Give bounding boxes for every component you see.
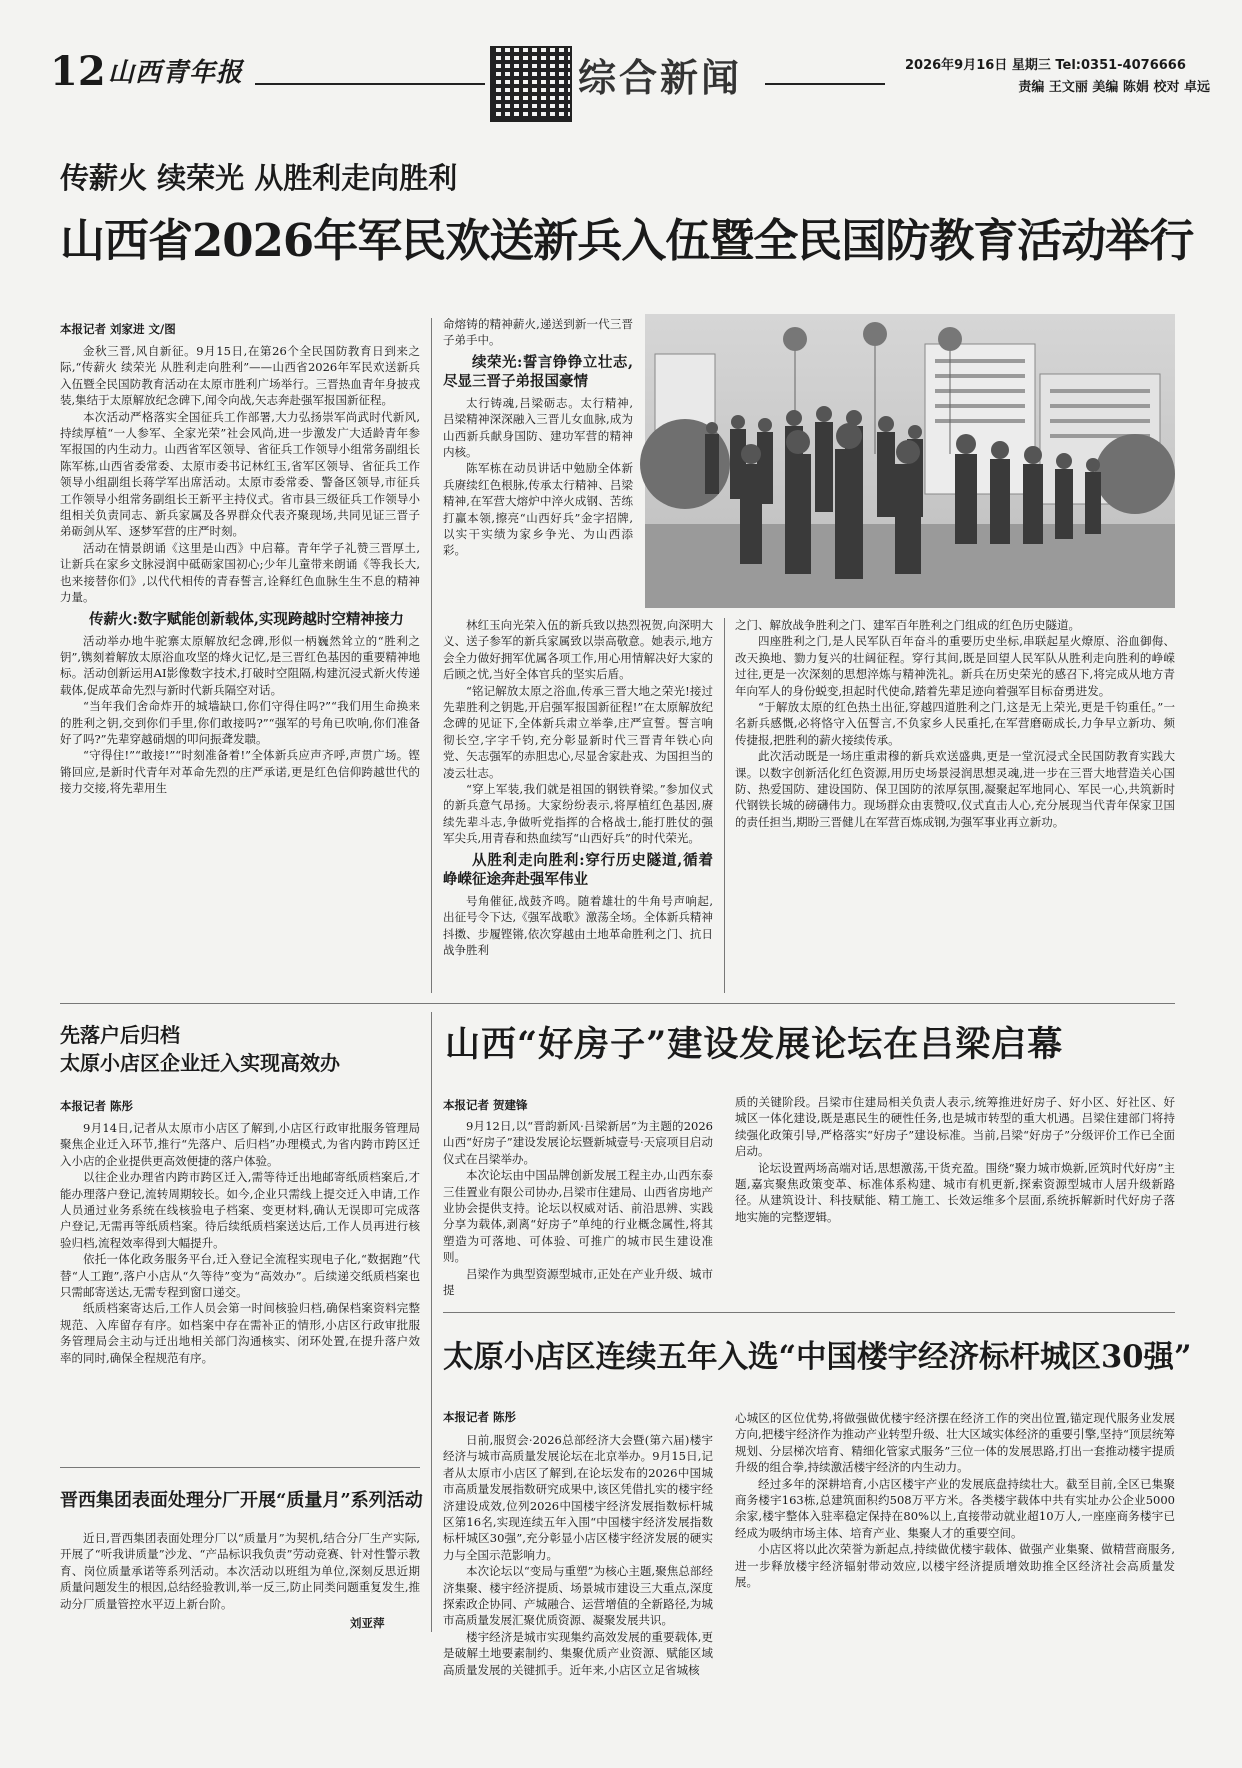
- parade-photo-icon: [645, 314, 1175, 608]
- story3-body: [60, 1530, 420, 1630]
- paragraph: 心城区的区位优势,将做强做优楼宇经济摆在经济工作的突出位置,锚定现代服务业发展方向,把楼宇经济作为推动产业转型升级、壮大区域实体经济的重要引擎,坚持“顶层统筹规划、分层梯次培育、精细化管家式服务”三位一体的发展思路,打出一套推动楼宇提质升级的组合拳,持续激活楼宇经济的内生动力。: [735, 1411, 1175, 1475]
- column-divider: [431, 1012, 432, 1632]
- story4-byline: 本报记者 贺建锋: [443, 1098, 528, 1112]
- paragraph: 陈军栋在动员讲话中勉励全体新兵赓续红色根脉,传承太行精神、吕梁精神,在军营大熔炉中淬火成钢、苦练打赢本领,擦亮“山西好兵”金字招牌,以实干实绩为家乡争光、为山西添彩。: [443, 461, 633, 558]
- paragraph: 日前,服贸会·2026总部经济大会暨(第六届)楼宇经济与城市高质量发展论坛在北京举办。9月15日,记者从太原市小店区了解到,在论坛发布的2026中国城市高质量发展指数研究成果中,该区凭借扎实的楼宇经济建设成效,位列2026中国楼宇经济发展指数标杆城区第16名,实现连续五年入围“中国楼宇经济发展指数标杆城区30强”,充分彰显小店区楼宇经济发展的硬实力与全国示范影响力。: [443, 1433, 713, 1562]
- paragraph: 之门、解放战争胜利之门、建军百年胜利之门组成的红色历史隧道。: [735, 618, 1080, 632]
- masthead-rule-right: [765, 83, 885, 85]
- paragraph: “穿上军装,我们就是祖国的钢铁脊梁。”参加仪式的新兵意气昂扬。大家纷纷表示,将厚植红色基因,赓续先辈斗志,争做听党指挥的合格战士,能打胜仗的强军尖兵,用青春和热血续写“山西好兵”的时代荣光。: [443, 782, 713, 846]
- paragraph: 纸质档案寄达后,工作人员会第一时间核验归档,确保档案资料完整规范、入库留存有序。如档案中存在需补正的情形,小店区行政审批服务管理局会主动与迁出地相关部门沟通核实、闭环处置,在提升落户效率的同时,确保全程规范有序。: [60, 1301, 420, 1365]
- paragraph: “于解放太原的红色热土出征,穿越四道胜利之门,这是无上荣光,更是千钧重任。”一名新兵感慨,必将恪守入伍誓言,不负家乡人民重托,在军营磨砺成长,力争早立新功、频传捷报,把胜利的薪火接续传承。: [735, 700, 1175, 747]
- column-divider: [431, 318, 432, 993]
- paragraph: 9月12日,以“晋韵新风·吕梁新居”为主题的2026山西“好房子”建设发展论坛暨新城壹号·天宸项目启动仪式在吕梁举办。: [443, 1119, 713, 1166]
- lead-column-2-top: [443, 316, 633, 613]
- story2-byline: 本报记者 陈彤: [60, 1099, 134, 1113]
- lead-byline: 本报记者 刘家进 文/图: [60, 322, 176, 336]
- paragraph: 林红玉向光荣入伍的新兵致以热烈祝贺,向深明大义、送子参军的新兵家属致以崇高敬意。她表示,地方会全力做好拥军优属各项工作,用心用情解决好大家的后顾之忧,当好全体官兵的坚实后盾。: [443, 618, 713, 682]
- story3-title: 晋西集团表面处理分厂开展“质量月”系列活动: [60, 1490, 423, 1511]
- paragraph: 经过多年的深耕培育,小店区楼宇产业的发展底盘持续壮大。截至目前,全区已集聚商务楼宇163栋,总建筑面积约508万平方米。各类楼宇载体中共有实址办公企业5000余家,楼宇整体入驻率稳定保持在80%以上,直接带动就业超10万人,一座座商务楼宇已经成为吸纳市场主体、培育产业、集聚人才的重要空间。: [735, 1476, 1175, 1540]
- story4-column-2: [735, 1094, 1175, 1299]
- lead-headline: 山西省2026年军民欢送新兵入伍暨全民国防教育活动举行: [60, 214, 1194, 267]
- story4-title: 山西“好房子”建设发展论坛在吕梁启幕: [445, 1024, 1064, 1065]
- story5-title: 太原小店区连续五年入选“中国楼宇经济标杆城区30强”: [443, 1339, 1192, 1375]
- paragraph: 四座胜利之门,是人民军队百年奋斗的重要历史坐标,串联起星火燎原、浴血御侮、改天换地、勠力复兴的壮阔征程。穿行其间,既是回望人民军队从胜利走向胜利的峥嵘过往,更是一次深刻的思想淬炼与精神洗礼。新兵在历史荣光的感召下,将完成从地方青年向军人的身份蜕变,担起时代使命,踏着先辈足迹向着强军目标奋勇进发。: [735, 634, 1175, 698]
- paragraph: 近日,晋西集团表面处理分厂以“质量月”为契机,结合分厂生产实际,开展了“听我讲质量”沙龙、“产品标识我负责”劳动竞赛、针对性警示教育、岗位质量承诺等系列活动。本次活动以班组为单位,深刻反思近期质量问题发生的根因,总结经验教训,举一反三,防止同类问题重复发生,推动分厂质量管控水平迈上新台阶。: [60, 1531, 420, 1611]
- story5-byline: 本报记者 陈彤: [443, 1410, 517, 1424]
- paragraph: 此次活动既是一场庄重肃穆的新兵欢送盛典,更是一堂沉浸式全民国防教育实践大课。以数字创新活化红色资源,用历史场景浸润思想灵魂,进一步在三晋大地营造关心国防、热爱国防、建设国防、保卫国防的浓厚氛围,凝聚起军地同心、军民一心,共筑新时代钢铁长城的磅礴伟力。现场群众由衷赞叹,仪式直击人心,充分展现当代青年保家卫国的责任担当,期盼三晋健儿在军营百炼成钢,为强军事业再立新功。: [735, 749, 1175, 829]
- editors-line: 责编 王文丽 美编 陈娟 校对 卓远: [1018, 80, 1210, 95]
- paragraph: 质的关键阶段。吕梁市住建局相关负责人表示,统筹推进好房子、好小区、好社区、好城区一体化建设,既是惠民生的硬性任务,也是城市转型的重大机遇。吕梁住建部门将持续强化政策引导,严格落实“好房子”建设标准。当前,吕梁“好房子”分级评价工作已全面启动。: [735, 1095, 1175, 1159]
- page-number: 12: [50, 48, 106, 95]
- paragraph: 太行铸魂,吕梁砺志。太行精神,吕梁精神深深融入三晋儿女血脉,成为山西新兵献身国防、建功军营的精神内核。: [443, 395, 633, 460]
- qr-code-icon: [490, 46, 572, 122]
- parade-photo: [645, 314, 1175, 608]
- lead-kicker: 传薪火 续荣光 从胜利走向胜利: [60, 161, 458, 195]
- story5-column-1: [443, 1432, 713, 1677]
- paragraph: 本次论坛由中国品牌创新发展工程主办,山西东泰三佳置业有限公司协办,吕梁市住建局、山西省房地产业协会提供支持。论坛以权威对话、前沿思辨、实践分享为载体,剥离“好房子”单纯的行业概念属性,将其塑造为可落地、可体验、可推广的城市民生建设准则。: [443, 1168, 713, 1265]
- paragraph: 以往企业办理省内跨市跨区迁入,需等待迁出地邮寄纸质档案后,才能办理落户登记,流转周期较长。如今,企业只需线上提交迁入申请,工作人员通过业务系统在线核验电子档案、变更材料,确认无误即可完成落户登记,无需再等纸质档案。待后续纸质档案送达后,工作人员再进行核验归档,流程效率得到大幅提升。: [60, 1170, 420, 1250]
- paragraph: 号角催征,战鼓齐鸣。随着雄壮的牛角号声响起,出征号令下达,《强军战歌》激荡全场。全体新兵精神抖擞、步履铿锵,依次穿越由土地革命胜利之门、抗日战争胜利: [443, 893, 713, 957]
- story-divider: [60, 1467, 420, 1468]
- paragraph: 9月14日,记者从太原市小店区了解到,小店区行政审批服务管理局聚焦企业迁入环节,推行“先落户、后归档”办理模式,为省内跨市跨区迁入小店的企业提供更高效便捷的落户体验。: [60, 1121, 420, 1168]
- paragraph: “守得住!”“敢接!”“时刻准备着!”全体新兵应声齐呼,声贯广场。铿锵回应,是新时代青年对革命先烈的庄严承诺,更是红色信仰跨越世代的接力交接,将先辈用生: [60, 748, 420, 796]
- masthead-rule-left: [255, 83, 485, 85]
- paragraph: 活动在情景朗诵《这里是山西》中启幕。青年学子礼赞三晋厚土,让新兵在家乡文脉浸润中砥砺家国初心;少年儿童带来朗诵《等我长大,也来接替你们》,以代代相传的青春誓言,诠释红色血脉生生不息的精神力量。: [60, 540, 420, 605]
- lead-column-2-bottom: [443, 617, 713, 993]
- paragraph: 本次活动严格落实全国征兵工作部署,大力弘扬崇军尚武时代新风,持续厚植“一人参军、全家光荣”社会风尚,进一步激发广大适龄青年参军报国的内生动力。山西省军区领导、省征兵工作领导小组常务副组长陈军栋,山西省委常委、太原市委书记林红玉,省军区领导、省征兵工作领导小组副组长蒋学军出席活动。太原市委常委、警备区领导,市征兵工作领导小组常务副组长王新平主持仪式。省市县三级征兵工作领导小组相关负责同志、新兵家属及各界群众代表齐聚现场,共同见证三晋子弟砺剑从军、逐梦军营的庄严时刻。: [60, 409, 420, 539]
- subhead: 续荣光:誓言铮铮立壮志,尽显三晋子弟报国豪情: [443, 353, 633, 390]
- story4-column-1: [443, 1118, 713, 1298]
- story2-body: [60, 1120, 420, 1455]
- column-divider: [724, 618, 725, 993]
- lead-column-1: [60, 343, 420, 993]
- paragraph: 金秋三晋,风自新征。9月15日,在第26个全民国防教育日到来之际,“传薪火 续荣光 从胜利走向胜利”——山西省2026年军民欢送新兵入伍暨全民国防教育活动在太原市胜利广场举行。三晋热血青年身披戎装,集结于太原解放纪念碑下,闻令向战,矢志奔赴强军报国新征程。: [60, 344, 420, 408]
- paragraph: 楼宇经济是城市实现集约高效发展的重要载体,更是破解土地要素制约、集聚优质产业资源、赋能区域高质量发展的关键抓手。近年来,小店区立足省城核: [443, 1629, 713, 1677]
- section-title: 综合新闻: [578, 55, 743, 100]
- story5-column-2: [735, 1410, 1175, 1635]
- paragraph: 活动举办地牛驼寨太原解放纪念碑,形似一柄巍然耸立的“胜利之钥”,镌刻着解放太原浴血攻坚的烽火记忆,是三晋红色基因的重要精神地标。活动创新运用AI影像数字技术,打破时空阻隔,构建沉浸式新火传递载体,促成革命先烈与新时代新兵隔空对话。: [60, 633, 420, 697]
- story2-title-line2: 太原小店区企业迁入实现高效办: [60, 1051, 340, 1075]
- paragraph: 命熔铸的精神薪火,递送到新一代三晋子弟手中。: [443, 317, 633, 348]
- paragraph: 依托一体化政务服务平台,迁入登记全流程实现电子化,“数据跑”代替“人工跑”,落户小店从“久等待”变为“高效办”。后续递交纸质档案也只需邮寄送达,无需专程到窗口递交。: [60, 1252, 420, 1300]
- date-line: 2026年9月16日 星期三 Tel:0351-4076666: [905, 58, 1186, 73]
- paragraph: “铭记解放太原之浴血,传承三晋大地之荣光!接过先辈胜利之钥匙,开启强军报国新征程!”在太原解放纪念碑的见证下,全体新兵肃立举拳,庄严宣誓。誓言响彻长空,字字千钧,充分彰显新时代三晋青年铁心向党、矢志强军的赤胆忠心,尽显舍家赴戎、为国担当的凌云壮志。: [443, 683, 713, 780]
- paragraph: 论坛设置两场高端对话,思想激荡,干货充盈。围绕“聚力城市焕新,匠筑时代好房”主题,嘉宾聚焦政策变革、标准体系构建、城市有机更新,探索资源型城市人居升级新路径。从建筑设计、科技赋能、精工施工、长效运维多个层面,系统拆解新时代好房子落地实施的完整逻辑。: [735, 1160, 1175, 1224]
- paragraph: 吕梁作为典型资源型城市,正处在产业升级、城市提: [443, 1266, 713, 1298]
- subhead: 从胜利走向胜利:穿行历史隧道,循着峥嵘征途奔赴强军伟业: [443, 851, 713, 888]
- story3-signature: 刘亚萍: [350, 1616, 385, 1630]
- paragraph: “当年我们舍命炸开的城墙缺口,你们守得住吗?”“我们用生命换来的胜利之钥,交到你们手里,你们敢接吗?”“强军的号角已吹响,你们准备好了吗?”先辈穿越硝烟的叩问振聋发聩。: [60, 699, 420, 746]
- lead-column-3: [735, 617, 1175, 993]
- story-divider: [443, 1312, 1175, 1313]
- story2-title-line1: 先落户后归档: [60, 1023, 180, 1047]
- paragraph: 小店区将以此次荣誉为新起点,持续做优楼宇载体、做强产业集聚、做精营商服务,进一步释放楼宇经济辐射带动效应,以楼宇经济提质增效助推全区经济社会高质量发展。: [735, 1542, 1175, 1590]
- subhead: 传薪火:数字赋能创新载体,实现跨越时空精神接力: [89, 610, 404, 628]
- paragraph: 本次论坛以“变局与重塑”为核心主题,聚焦总部经济集聚、楼宇经济提质、场景城市建设三大重点,深度探索政企协同、产城融合、运营增值的全新路径,为城市高质量发展汇聚优质资源、凝聚发展共识。: [443, 1564, 713, 1628]
- section-divider: [60, 1003, 1175, 1004]
- paper-logo: 山西青年报: [108, 58, 244, 88]
